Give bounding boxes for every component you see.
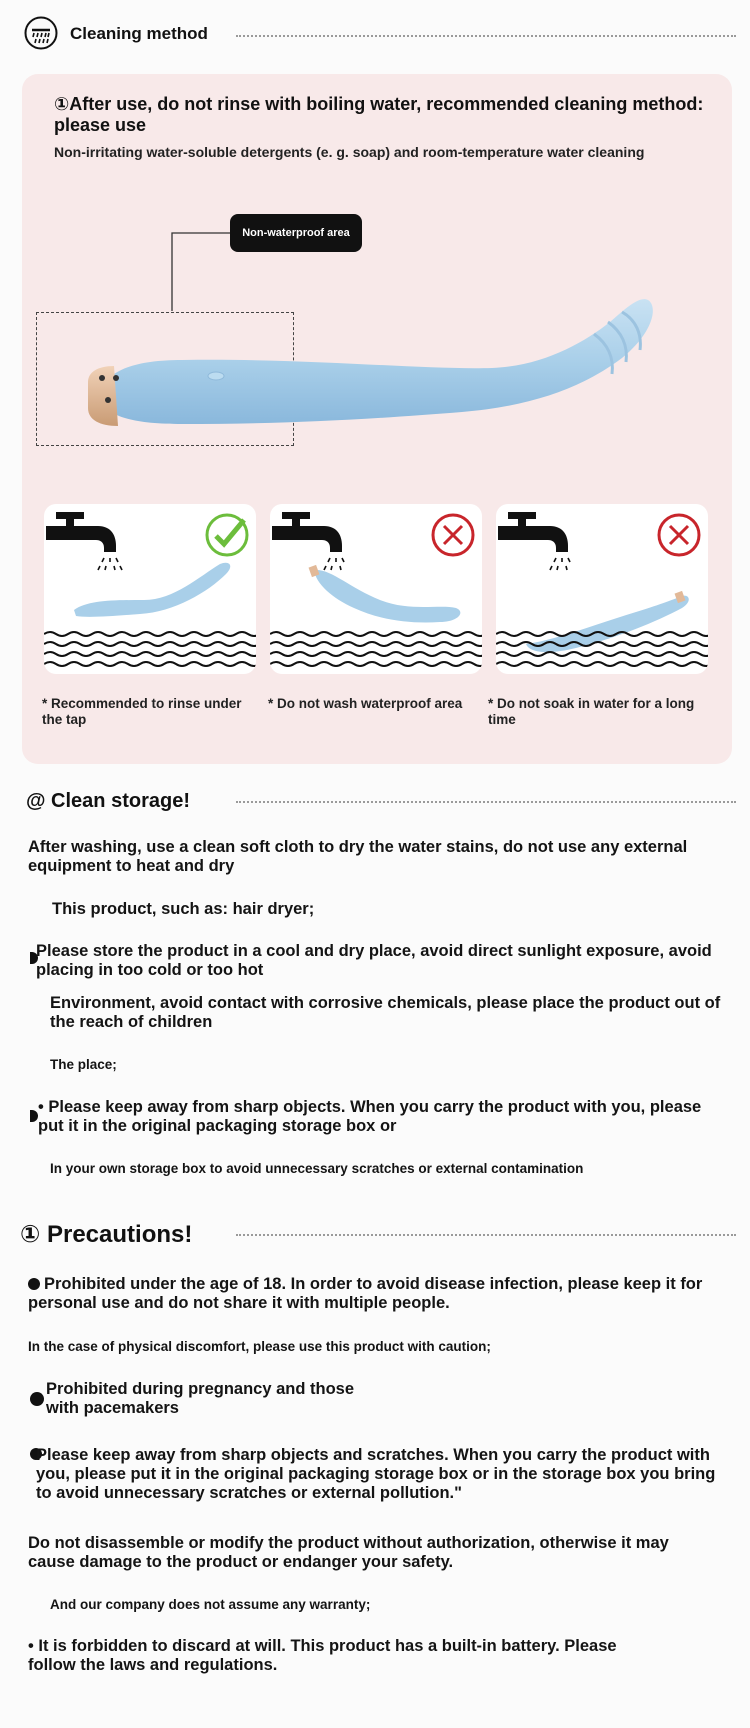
precaution-item: In the case of physical discomfort, please use this product with caution; [28,1339,491,1354]
section-title-cleaning: Cleaning method [70,24,208,43]
cleaning-instruction-heading: ①After use, do not rinse with boiling water, recommended cleaning method: please use [54,94,704,135]
dotted-divider [236,1234,736,1236]
precaution-item: Please keep away from sharp objects and scratches. When you carry the product with you, please put it in the original packaging storage box or in the storage box you bring to avoid unnecessary scratches or external pollution." [36,1446,716,1502]
panel-no-soak [496,504,708,674]
cross-icon [430,512,476,558]
storage-paragraph: After washing, use a clean soft cloth to dry the water stains, do not use any external equipment to heat and dry [28,838,688,875]
dotted-divider [236,35,736,37]
bullet-dot-icon [28,1278,40,1290]
section-title-precautions: ① Precautions! [20,1221,193,1248]
check-icon [204,512,250,558]
product-image [62,274,702,474]
caption-no-wash-area: * Do not wash waterproof area [268,696,463,711]
precaution-item: • It is forbidden to discard at will. This product has a built-in battery. Please follow the laws and regulations. [28,1637,617,1674]
cleaning-method-header [0,16,750,52]
storage-paragraph: Please store the product in a cool and dry place, avoid direct sunlight exposure, avoid placing in too cold or too hot [36,942,712,979]
caption-no-soak: * Do not soak in water for a long time [488,696,695,727]
cross-icon [656,512,702,558]
panel-no-wash-area [270,504,482,674]
dotted-divider [236,801,736,803]
cleaning-instruction-subheading: Non-irritating water-soluble detergents (e. g. soap) and room-temperature water cleaning [54,144,645,160]
storage-paragraph: Environment, avoid contact with corrosive chemicals, please place the product out of the reach of children [50,994,721,1031]
panel-rinse-tap [44,504,256,674]
precaution-item: Prohibited during pregnancy and those with pacemakers [46,1380,355,1417]
caption-rinse-tap: * Recommended to rinse under the tap [42,696,242,727]
non-waterproof-callout: Non-waterproof area [230,214,362,252]
bullet-dot-icon [30,1392,44,1406]
storage-paragraph: In your own storage box to avoid unnecessary scratches or external contamination [50,1161,584,1176]
precautions-header [0,1218,750,1254]
bullet-dot-icon [30,1110,38,1122]
precaution-item: Prohibited under the age of 18. In order to avoid disease infection, please keep it for personal use and do not share it with multiple people. [28,1275,703,1312]
section-title-storage: @ Clean storage! [26,790,190,812]
storage-paragraph: This product, such as: hair dryer; [52,900,315,918]
storage-paragraph: • Please keep away from sharp objects. When you carry the product with you, please put it in the original packaging storage box or [38,1098,702,1135]
clean-storage-header [0,786,750,822]
precaution-item: And our company does not assume any warranty; [50,1597,371,1612]
cleaning-card [22,74,732,764]
precaution-item: Do not disassemble or modify the product without authorization, otherwise it may cause damage to the product or endanger your safety. [28,1534,669,1571]
storage-paragraph: The place; [50,1057,117,1072]
shower-icon [24,16,58,50]
